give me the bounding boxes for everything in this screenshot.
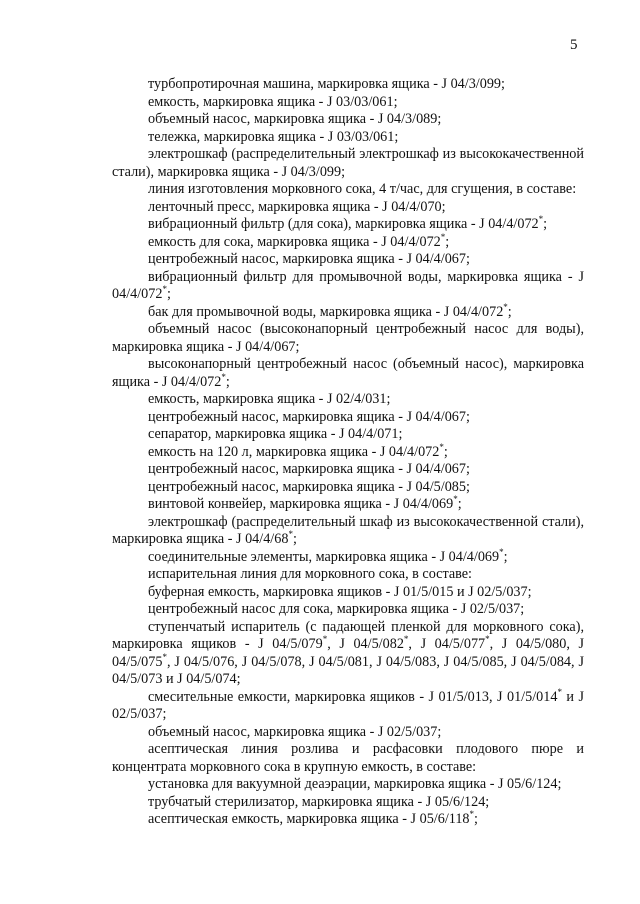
paragraph: высоконапорный центробежный насос (объемный насос), маркировка ящика - J 04/4/072*; [112,356,584,390]
paragraph: электрошкаф (распределительный электрошкаф из высококачественной стали), маркировка ящика - J 04/3/099; [112,146,584,180]
footnote-asterisk: * [440,231,446,242]
footnote-asterisk: * [221,371,226,382]
page-number: 5 [570,37,578,53]
paragraph: установка для вакуумной деаэрации, маркировка ящика - J 05/6/124; [148,776,562,792]
paragraph: винтовой конвейер, маркировка ящика - J 04/4/069*; [148,494,462,512]
paragraph: емкость, маркировка ящика - J 02/4/031; [148,391,391,407]
footnote-asterisk: * [469,809,475,819]
paragraph: сепаратор, маркировка ящика - J 04/4/071; [148,426,403,442]
paragraph: центробежный насос, маркировка ящика - J 04/5/085; [148,478,470,495]
footnote-asterisk: * [485,634,490,644]
paragraph: емкость, маркировка ящика - J 03/03/061; [148,93,398,110]
footnote-asterisk: * [538,214,544,224]
footnote-asterisk: * [162,651,167,662]
paragraph: ступенчатый испаритель (с падающей пленкой для морковного сока), маркировка ящиков - J 04/5/079*, J 04/5/082*, J 04/5/077*, J 04/5/080, J 04/5/075*, J 04/5/076, J 04/5/078, J 04/5/081, J 04/5/083, J 04/5/085, J 04/5/084, J 04/5/073 и J 04/5/074; [112,618,585,687]
paragraph: ленточный пресс, маркировка ящика - J 04/4/070; [148,198,446,215]
paragraph: испарительная линия для морковного сока, в составе: [148,566,472,582]
paragraph: бак для промывочной воды, маркировка ящика - J 04/4/072*; [148,301,512,320]
paragraph: соединительные элементы, маркировка ящика - J 04/4/069*; [148,546,508,565]
paragraph: турбопротирочная машина, маркировка ящика - J 04/3/099; [148,76,505,92]
footnote-asterisk: * [439,441,444,452]
footnote-asterisk: * [557,686,562,697]
paragraph: емкость для сока, маркировка ящика - J 04/4/072*; [148,231,450,250]
paragraph: центробежный насос, маркировка ящика - J 04/4/067; [148,408,470,425]
footnote-asterisk: * [162,284,167,294]
footnote-asterisk: * [499,546,504,557]
paragraph: центробежный насос, маркировка ящика - J 04/4/067; [148,461,470,477]
paragraph: объемный насос (высоконапорный центробежный насос для воды), маркировка ящика - J 04/4/067; [112,321,584,355]
paragraph: буферная емкость, маркировка ящиков - J 01/5/015 и J 02/5/037; [148,583,532,600]
paragraph: емкость на 120 л, маркировка ящика - J 04/4/072*; [148,441,448,460]
paragraph: электрошкаф (распределительный шкаф из высококачественной стали), маркировка ящика - J 04/4/68*; [112,513,584,547]
paragraph: трубчатый стерилизатор, маркировка ящика - J 05/6/124; [148,793,490,810]
footnote-asterisk: * [403,634,409,644]
paragraph: вибрационный фильтр для промывочной воды, маркировка ящика - J 04/4/072*; [112,268,584,302]
paragraph: смесительные емкости, маркировка ящиков - J 01/5/013, J 01/5/014* и J 02/5/037; [112,686,584,722]
paragraph: линия изготовления морковного сока, 4 т/час, для сгущения, в составе: [148,181,577,197]
paragraph: тележка, маркировка ящика - J 03/03/061; [148,128,399,145]
paragraph: асептическая емкость, маркировка ящика - J 05/6/118*; [148,809,478,827]
paragraph: центробежный насос, маркировка ящика - J 04/4/067; [148,251,470,267]
paragraph: центробежный насос для сока, маркировка ящика - J 02/5/037; [148,601,525,617]
paragraph: вибрационный фильтр (для сока), маркировка ящика - J 04/4/072*; [148,214,548,232]
document-body [112,76,584,829]
footnote-asterisk: * [288,529,293,539]
paragraph: асептическая линия розлива и расфасовки плодового пюре и концентрата морковного сока в крупную емкость, в составе: [112,741,584,775]
paragraph: объемный насос, маркировка ящика - J 04/3/089; [148,111,442,127]
paragraph: объемный насос, маркировка ящика - J 02/5/037; [148,723,442,740]
footnote-asterisk: * [322,634,328,644]
footnote-asterisk: * [503,301,508,312]
footnote-asterisk: * [453,494,458,504]
